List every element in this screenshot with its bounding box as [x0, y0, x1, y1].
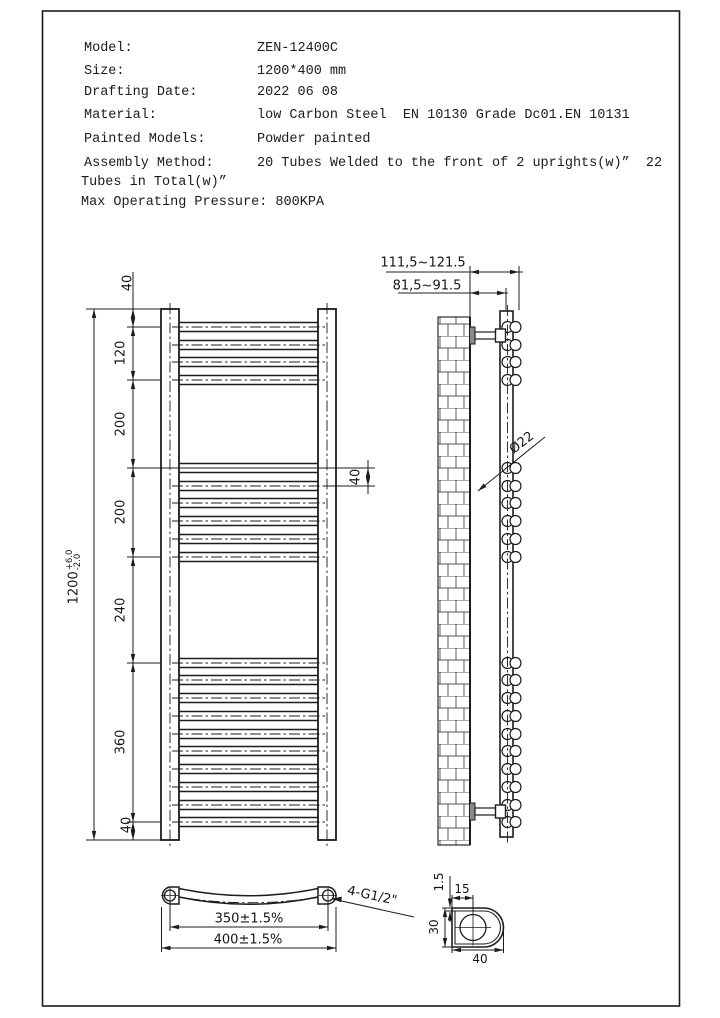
- front-view: [161, 303, 336, 846]
- dim-profile-width: 40: [472, 952, 488, 966]
- spec-label: Painted Models:: [84, 132, 206, 147]
- dim-group3-span: 360: [113, 729, 129, 755]
- dim-tube-diameter: Ø22: [506, 428, 538, 458]
- dim-centers-width: 350±1.5%: [214, 911, 284, 927]
- dimension-lines: [86, 266, 545, 953]
- upright-section-detail: [452, 908, 504, 947]
- spec-label: Drafting Date:: [84, 85, 198, 100]
- dim-tube-gap: 40: [348, 468, 364, 486]
- spec-label: Assembly Method:: [84, 156, 214, 171]
- dim-top-margin: 40: [120, 274, 136, 292]
- dim-gap1: 200: [113, 411, 129, 437]
- spec-value: 1200*400 mm: [257, 64, 347, 79]
- wall-bracket-top: [470, 327, 506, 344]
- dim-profile-height: 30: [427, 919, 441, 935]
- wall-bracket-bottom: [470, 803, 506, 820]
- dim-wall-to-front: 111,5~121.5: [380, 255, 466, 271]
- bottom-view: [161, 887, 337, 905]
- dim-overall-width: 400±1.5%: [213, 932, 283, 948]
- dim-wall-to-center: 81,5~91.5: [392, 278, 462, 294]
- spec-pressure-line: Max Operating Pressure: 800KPA: [81, 195, 325, 210]
- spec-value: 2022 06 08: [257, 85, 339, 100]
- spec-value: ZEN-12400C: [257, 41, 339, 56]
- dim-center-offset: 15: [454, 882, 470, 896]
- dim-gap2: 240: [113, 597, 129, 623]
- spec-value: Powder painted: [257, 132, 371, 147]
- dim-overall-value: 1200: [66, 571, 82, 605]
- side-view: [438, 305, 521, 845]
- spec-label: Model:: [84, 41, 133, 56]
- dim-connection-thread: 4-G1/2": [345, 883, 399, 909]
- dim-overall-height: [66, 550, 82, 605]
- dim-wall-thickness: 1.5: [432, 872, 446, 892]
- spec-value: low Carbon Steel EN 10130 Grade Dc01.EN 10131: [257, 108, 630, 123]
- dim-group1-span: 120: [113, 340, 129, 366]
- spec-value: 20 Tubes Welded to the front of 2 uprights(w)” 22: [257, 156, 663, 171]
- dim-bottom-margin: 40: [119, 816, 135, 834]
- wall-section: [438, 317, 470, 845]
- dim-tolerance: +6.0 -2.0: [65, 549, 83, 571]
- spec-wrap-line: Tubes in Total(w)”: [81, 175, 227, 190]
- dim-group2-span: 200: [113, 499, 129, 525]
- spec-label: Size:: [84, 64, 125, 79]
- spec-label: Material:: [84, 108, 157, 123]
